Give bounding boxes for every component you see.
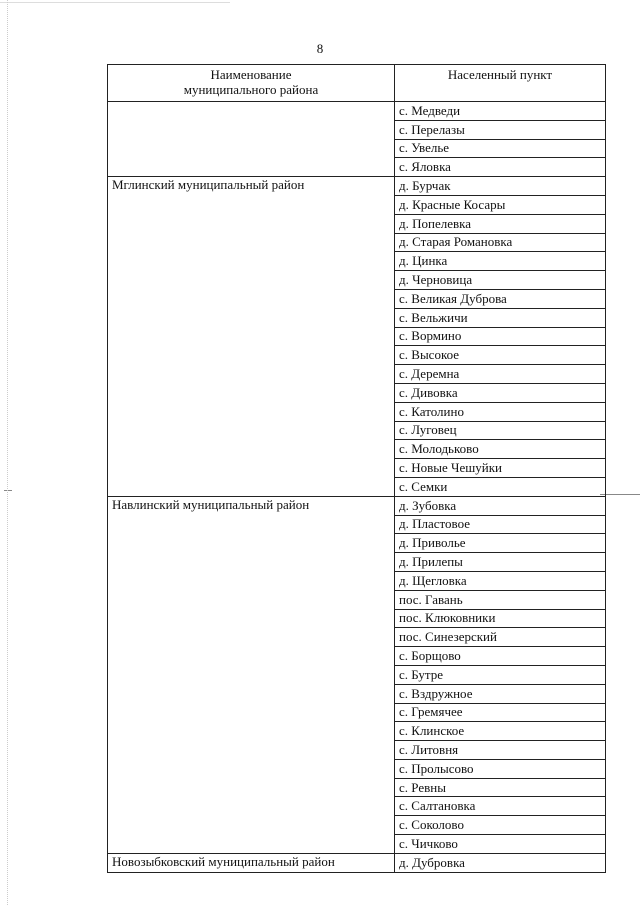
- settlement-name: пос. Синезерский: [395, 628, 606, 647]
- district-cell: [108, 647, 395, 666]
- district-cell: [108, 402, 395, 421]
- table-row: [108, 703, 606, 722]
- settlement-name: с. Увелье: [395, 139, 606, 158]
- district-cell: [108, 741, 395, 760]
- district-cell: [108, 722, 395, 741]
- settlement-name: с. Чичково: [395, 835, 606, 854]
- district-cell: [108, 684, 395, 703]
- district-cell: [108, 195, 395, 214]
- settlement-name: д. Щегловка: [395, 571, 606, 590]
- district-cell: [108, 214, 395, 233]
- settlement-name: д. Зубовка: [395, 496, 606, 515]
- table-row: [108, 365, 606, 384]
- settlement-name: д. Старая Романовка: [395, 233, 606, 252]
- settlement-name: с. Деремна: [395, 365, 606, 384]
- table-row: [108, 647, 606, 666]
- district-cell: [108, 440, 395, 459]
- table-row: [108, 684, 606, 703]
- table-row: [108, 515, 606, 534]
- table-row: [108, 459, 606, 478]
- table-header-row: [108, 65, 606, 102]
- table-row: [108, 534, 606, 553]
- settlement-name: д. Черновица: [395, 271, 606, 290]
- district-name: Навлинский муниципальный район: [108, 496, 395, 515]
- table-row: [108, 139, 606, 158]
- settlements-table: [107, 64, 606, 873]
- settlement-name: с. Клинское: [395, 722, 606, 741]
- district-name: Новозыбковский муниципальный район: [108, 853, 395, 872]
- settlement-name: с. Семки: [395, 477, 606, 496]
- settlement-name: с. Соколово: [395, 816, 606, 835]
- settlement-name: д. Приволье: [395, 534, 606, 553]
- district-cell: [108, 816, 395, 835]
- district-name: Мглинский муниципальный район: [108, 177, 395, 196]
- table-row: [108, 214, 606, 233]
- district-cell: [108, 289, 395, 308]
- district-cell: [108, 139, 395, 158]
- table-row: [108, 496, 606, 515]
- settlement-name: д. Бурчак: [395, 177, 606, 196]
- scan-mark-top: [0, 2, 230, 3]
- table-row: [108, 177, 606, 196]
- table-row: [108, 741, 606, 760]
- table-row: [108, 252, 606, 271]
- scan-mark-right: [600, 494, 640, 495]
- settlement-name: д. Пластовое: [395, 515, 606, 534]
- table-row: [108, 327, 606, 346]
- table-row: [108, 797, 606, 816]
- district-name: [108, 102, 395, 121]
- district-cell: [108, 477, 395, 496]
- settlement-name: д. Дубровка: [395, 853, 606, 872]
- table-row: [108, 853, 606, 872]
- settlement-name: с. Католино: [395, 402, 606, 421]
- header-district: [108, 65, 395, 102]
- settlement-name: с. Молодьково: [395, 440, 606, 459]
- table-row: [108, 195, 606, 214]
- settlement-name: с. Дивовка: [395, 383, 606, 402]
- settlement-name: пос. Гавань: [395, 590, 606, 609]
- table-row: [108, 722, 606, 741]
- table-row: [108, 609, 606, 628]
- district-cell: [108, 383, 395, 402]
- district-cell: [108, 421, 395, 440]
- district-cell: [108, 553, 395, 572]
- settlement-name: пос. Клюковники: [395, 609, 606, 628]
- settlement-name: д. Попелевка: [395, 214, 606, 233]
- table-row: [108, 402, 606, 421]
- district-cell: [108, 233, 395, 252]
- district-cell: [108, 665, 395, 684]
- district-cell: [108, 252, 395, 271]
- table-row: [108, 421, 606, 440]
- table-row: [108, 383, 606, 402]
- table-row: [108, 158, 606, 177]
- district-cell: [108, 778, 395, 797]
- settlement-name: с. Великая Дуброва: [395, 289, 606, 308]
- district-cell: [108, 571, 395, 590]
- district-cell: [108, 759, 395, 778]
- settlement-name: с. Вормино: [395, 327, 606, 346]
- table-row: [108, 346, 606, 365]
- table-row: [108, 289, 606, 308]
- district-cell: [108, 158, 395, 177]
- district-cell: [108, 703, 395, 722]
- district-cell: [108, 590, 395, 609]
- district-cell: [108, 271, 395, 290]
- table-row: [108, 665, 606, 684]
- district-cell: [108, 609, 395, 628]
- settlement-name: с. Медведи: [395, 102, 606, 121]
- district-cell: [108, 835, 395, 854]
- district-cell: [108, 327, 395, 346]
- table-row: [108, 440, 606, 459]
- settlement-name: с. Салтановка: [395, 797, 606, 816]
- district-cell: [108, 365, 395, 384]
- district-cell: [108, 308, 395, 327]
- settlement-name: с. Яловка: [395, 158, 606, 177]
- settlement-name: с. Перелазы: [395, 120, 606, 139]
- settlement-name: с. Бутре: [395, 665, 606, 684]
- settlement-name: с. Высокое: [395, 346, 606, 365]
- settlement-name: с. Пролысово: [395, 759, 606, 778]
- district-cell: [108, 797, 395, 816]
- district-cell: [108, 515, 395, 534]
- settlement-name: д. Прилепы: [395, 553, 606, 572]
- district-cell: [108, 534, 395, 553]
- page-number: 8: [316, 41, 324, 56]
- settlement-name: с. Гремячее: [395, 703, 606, 722]
- table-row: [108, 271, 606, 290]
- scan-edge-left: [7, 0, 9, 905]
- settlement-name: с. Борщово: [395, 647, 606, 666]
- table-row: [108, 553, 606, 572]
- settlement-name: с. Литовня: [395, 741, 606, 760]
- table-row: [108, 590, 606, 609]
- table-row: [108, 571, 606, 590]
- settlement-name: с. Луговец: [395, 421, 606, 440]
- settlement-name: д. Цинка: [395, 252, 606, 271]
- settlement-name: д. Красные Косары: [395, 195, 606, 214]
- settlement-name: с. Вздружное: [395, 684, 606, 703]
- table-row: [108, 308, 606, 327]
- table-row: [108, 759, 606, 778]
- table-row: [108, 628, 606, 647]
- table-row: [108, 233, 606, 252]
- header-district-line2: муниципального района: [183, 82, 319, 97]
- table-row: [108, 816, 606, 835]
- table-row: [108, 477, 606, 496]
- header-settlement: Населенный пункт: [395, 65, 606, 102]
- district-cell: [108, 628, 395, 647]
- district-cell: [108, 120, 395, 139]
- settlement-name: с. Ревны: [395, 778, 606, 797]
- settlement-name: с. Вельжичи: [395, 308, 606, 327]
- settlement-name: с. Новые Чешуйки: [395, 459, 606, 478]
- district-cell: [108, 459, 395, 478]
- table-row: [108, 835, 606, 854]
- header-district-line1: Наименование: [210, 67, 292, 82]
- district-cell: [108, 346, 395, 365]
- table-row: [108, 102, 606, 121]
- table-row: [108, 778, 606, 797]
- table-row: [108, 120, 606, 139]
